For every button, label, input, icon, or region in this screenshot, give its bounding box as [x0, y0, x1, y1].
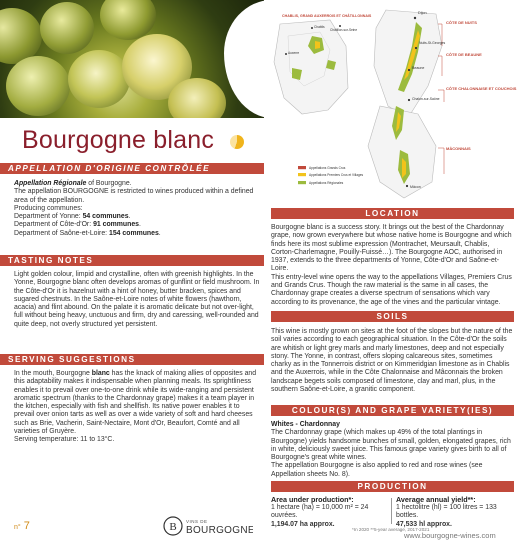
appellation-text: Appellation Régionale of Bourgogne. The appellation BOURGOGNE is restricted to wines produced within a defined area of the appellation. Producing communes: Department of Yonne: 54 communes. Department of Côte-d'Or: 91 communes. Department of Saône-et-Loire: 154 communes. [14, 180, 254, 237]
svg-text:VINS DE: VINS DE [186, 519, 208, 524]
label-dijon: Dijon [418, 11, 427, 15]
soils-text: This wine is mostly grown on sites at the foot of the slopes but the nature of the soil varies according to each geographical situation. In the Côte-d'Or the soils are whitish or light grey marls and marly limestones, deep and not especially stony. The Yonne, in contrast, offers sloping calcareous sites, sometimes charky as in the Tonnerrois district or on Kimmeridgian limestone as in Chablis and the Auxerrois, while in the Côte Chalonnaise and Mâconnais the broken landscape begets soils composed of limestone, clay and marl, plus, in the southern Saône-et-Loire, a granitic component. [271, 328, 513, 394]
hero-grapes-image [0, 0, 264, 118]
label-chatillon: Châtillon-sur-Seine [330, 28, 358, 32]
label-nuits: Nuits-St-Georges [419, 41, 446, 45]
yield-block: Average annual yield**: 1 hectolitre (hl) = 100 litres = 133 bottles. 47,533 hl approx. [396, 495, 497, 528]
serving-heading: SERVING SUGGESTIONS [0, 354, 264, 365]
label-macon: Mâcon [410, 185, 421, 189]
production-footnote: *In 2020 **5-year average, 2017-2021 [352, 527, 430, 532]
svg-text:BOURGOGNE: BOURGOGNE [186, 525, 253, 536]
appellation-heading: APPELLATION D'ORIGINE CONTRÔLÉE [0, 163, 264, 174]
sun-logo-icon [230, 135, 244, 149]
label-chablis: CHABLIS, GRAND AUXERROIS ET CHÂTILLONNAIS [282, 14, 372, 18]
location-heading: LOCATION [271, 208, 514, 219]
area-block: Area under production*: 1 hectare (ha) = 10,000 m² = 24 ouvrées. 1,194.07 ha approx. [271, 495, 369, 528]
label-cote-beaune: CÔTE DE BEAUNE [446, 52, 482, 57]
burgundy-region-map [268, 6, 518, 202]
svg-text:B: B [169, 521, 177, 533]
colour-text: Whites - Chardonnay The Chardonnay grape (which makes up 49% of the total plantings in Bourgogne) yields handsome bunches of small, golden, elongated grapes, rich in white, deliciously sweet juice. This famous grape variety gives birth to all of Bourgogne's great white wines. The appellation Bourgogne is also applied to red and rose wines (see Appellation sheets No. 8). [271, 421, 511, 478]
vins-de-bourgogne-logo [163, 514, 253, 538]
production-divider [391, 498, 392, 524]
label-chalonnaise: CÔTE CHALONNAISE ET COUCHOIS [446, 86, 517, 91]
label-chablis-town: Chablis [314, 25, 325, 29]
legend-premiers-crus: Appellations Premiers Crus et Villages [309, 173, 364, 177]
legend-grands-crus: Appellations Grands Crus [309, 166, 346, 170]
colour-heading: COLOUR(S) AND GRAPE VARIETY(IES) [271, 405, 514, 416]
label-auxerre: Auxerre [288, 51, 300, 55]
label-chalon: Chalon-sur-Saône [412, 97, 440, 101]
location-text: Bourgogne blanc is a success story. It brings out the best of the Chardonnay grape, now grown everywhere but whose native home is Bourgogne and which finds here its most sublime expression (Montrachet, Meursault, Chablis, Corton-Charlemagne, Pouilly-Fuissé…). The Bourgogne AOC, authorised in 1937, extends to the three departments of Yonne, Côte-d'Or and Saône-et-Loire. This entry-level wine opens the way to the appellations Villages, Premiers Crus and Grands Crus. Though the raw material is the same in all cases, the Chardonnay grape creates a diverse spectrum of sensations which vary according to its provenance, the age of the vines and the particular vintage. [271, 224, 512, 306]
serving-text: In the mouth, Bourgogne blanc has the knack of making allies of opposites and this adaptability makes it indispensable when planning meals. Its sprightliness enables it to prevail over one-to-one drink while its wide-ranging and persistent aromatic spectrum (thanks to the Chardonnay grape) makes it a team player in the kitchen, especially with fish and shellfish. Its native power enables it to prevail over onion tarts as well as over a wide variety of soft and hard cheeses such as Brie, Vacherin, Saint-Nectaire, Mont d'Or, Beaufort, Comté and all varieties of Gruyère. Serving temperature: 11 to 13°C. [14, 370, 257, 444]
tasting-heading: TASTING NOTES [0, 255, 264, 266]
page-number: n° 7 [14, 520, 30, 532]
label-maconnais: MÂCONNAIS [446, 146, 471, 151]
production-heading: PRODUCTION [271, 481, 514, 492]
tasting-text: Light golden colour, limpid and crystalline, often with greenish highlights. In the Yonne, Bourgogne blanc often develops aromas of gunflint or field mushroom. In the Côte-d'Or it is hazelnut with a hint of honey, butter bracken, spices and sugared chestnuts. In the Saône-et-Loire notes of white flowers (hawthorn, acacia) and flint abound. On the palate it is aromatic delicate but not over-light, full without being heavy, unctuous and firm, dry and caressing, well-rounded and quite deep, not overly structured yet persistent. [14, 271, 260, 328]
legend-regionales: Appellations Régionales [309, 181, 344, 185]
soils-heading: SOILS [271, 311, 514, 322]
page-title: Bourgogne blanc [22, 126, 215, 154]
website-url[interactable]: www.bourgogne-wines.com [404, 531, 496, 540]
label-cote-nuits: CÔTE DE NUITS [446, 20, 477, 25]
label-beaune: Beaune [412, 66, 425, 70]
